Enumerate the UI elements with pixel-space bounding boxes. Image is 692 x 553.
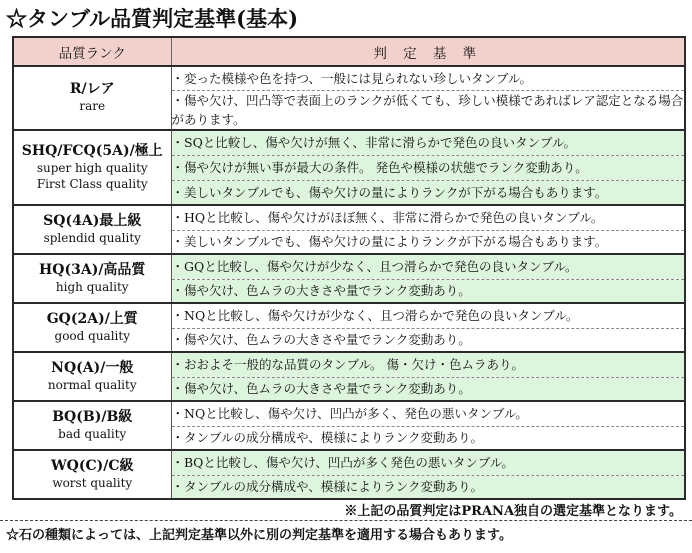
table-row bbox=[13, 401, 685, 426]
criteria-item: ・NQと比較し、傷や欠けが少なく、且つ滑らかで発色の良いタンブル。 bbox=[171, 303, 685, 328]
dashed-divider bbox=[0, 520, 692, 521]
criteria-item: ・GQと比較し、傷や欠けが少なく、且つ滑らかで発色の良いタンブル。 bbox=[171, 254, 685, 279]
page-title: ☆タンブル品質判定基準(基本) bbox=[6, 6, 299, 31]
rank-subtitle: rare bbox=[79, 99, 106, 114]
table-header-row bbox=[13, 37, 685, 66]
criteria-item: ・HQと比較し、傷や欠けがほぼ無く、非常に滑らかで発色の良いタンブル。 bbox=[171, 205, 685, 230]
table-row bbox=[13, 130, 685, 155]
rank-subtitle: good quality bbox=[54, 329, 130, 344]
criteria-item: ・おおよそ一般的な品質のタンブル。 傷・欠け・色ムラあり。 bbox=[171, 352, 685, 377]
rank-cell-shq bbox=[13, 130, 171, 205]
rank-cell-sq bbox=[13, 205, 171, 254]
rank-cell-r bbox=[13, 66, 171, 130]
prana-note: ※上記の品質判定はPRANA独自の選定基準となります。 bbox=[344, 504, 682, 519]
criteria-item: ・タンブルの成分構成や、模様によりランク変動あり。 bbox=[171, 426, 685, 450]
rank-subtitle: worst quality bbox=[52, 476, 133, 491]
rank-subtitle: bad quality bbox=[58, 427, 127, 442]
criteria-item: ・美しいタンブルでも、傷や欠けの量によりランクが下がる場合もあります。 bbox=[171, 230, 685, 254]
rank-cell-wq bbox=[13, 450, 171, 499]
criteria-item: ・傷や欠け、色ムラの大きさや量でランク変動あり。 bbox=[171, 279, 685, 303]
rank-name: HQ(3A)/高品質 bbox=[39, 262, 146, 279]
criteria-item: ・傷や欠け、色ムラの大きさや量でランク変動あり。 bbox=[171, 377, 685, 401]
rank-subtitle: super high quality bbox=[36, 161, 148, 176]
table-row bbox=[13, 205, 685, 230]
table-row bbox=[13, 254, 685, 279]
rank-subtitle: First Class quality bbox=[36, 176, 148, 191]
rank-name: SQ(4A)最上級 bbox=[43, 213, 142, 230]
criteria-item: ・傷や欠けが無い事が最大の条件。 発色や模様の状態でランク変動あり。 bbox=[171, 155, 685, 180]
rank-cell-bq bbox=[13, 401, 171, 450]
rank-subtitle: splendid quality bbox=[43, 231, 141, 246]
rank-subtitle: high quality bbox=[55, 280, 129, 295]
table-row bbox=[13, 66, 685, 90]
header-rank: 品質ランク bbox=[13, 37, 171, 66]
rank-subtitle: normal quality bbox=[47, 378, 137, 393]
header-criteria: 判 定 基 準 bbox=[171, 37, 685, 66]
rank-name: BQ(B)/B級 bbox=[52, 409, 133, 426]
rank-cell-hq bbox=[13, 254, 171, 303]
table-row bbox=[13, 450, 685, 475]
criteria-item: ・傷や欠け、色ムラの大きさや量でランク変動あり。 bbox=[171, 328, 685, 352]
rank-name: R/レア bbox=[69, 81, 115, 98]
table-row bbox=[13, 303, 685, 328]
stone-type-note: ☆石の種類によっては、上記判定基準以外に別の判定基準を適用する場合もあります。 bbox=[6, 528, 512, 543]
criteria-item: ・SQと比較し、傷や欠けが無く、非常に滑らかで発色の良いタンブル。 bbox=[171, 130, 685, 155]
rank-name: SHQ/FCQ(5A)/極上 bbox=[21, 143, 163, 160]
criteria-item: ・傷や欠け、凹凸等で表面上のランクが低くても、珍しい模様であればレア認定となる場合があります。 bbox=[171, 90, 685, 130]
rank-cell-nq bbox=[13, 352, 171, 401]
quality-grade-table bbox=[12, 36, 686, 500]
rank-name: GQ(2A)/上質 bbox=[46, 311, 138, 328]
criteria-item: ・NQと比較し、傷や欠け、凹凸が多く、発色の悪いタンブル。 bbox=[171, 401, 685, 426]
criteria-item: ・変った模様や色を持つ、一般には見られない珍しいタンブル。 bbox=[171, 66, 685, 90]
criteria-item: ・BQと比較し、傷や欠け、凹凸が多く発色の悪いタンブル。 bbox=[171, 450, 685, 475]
table-row bbox=[13, 352, 685, 377]
rank-name: NQ(A)/一般 bbox=[51, 360, 134, 377]
criteria-item: ・美しいタンブルでも、傷や欠けの量によりランクが下がる場合もあります。 bbox=[171, 180, 685, 205]
rank-cell-gq bbox=[13, 303, 171, 352]
criteria-item: ・タンブルの成分構成や、模様によりランク変動あり。 bbox=[171, 475, 685, 499]
rank-name: WQ(C)/C級 bbox=[50, 458, 134, 475]
